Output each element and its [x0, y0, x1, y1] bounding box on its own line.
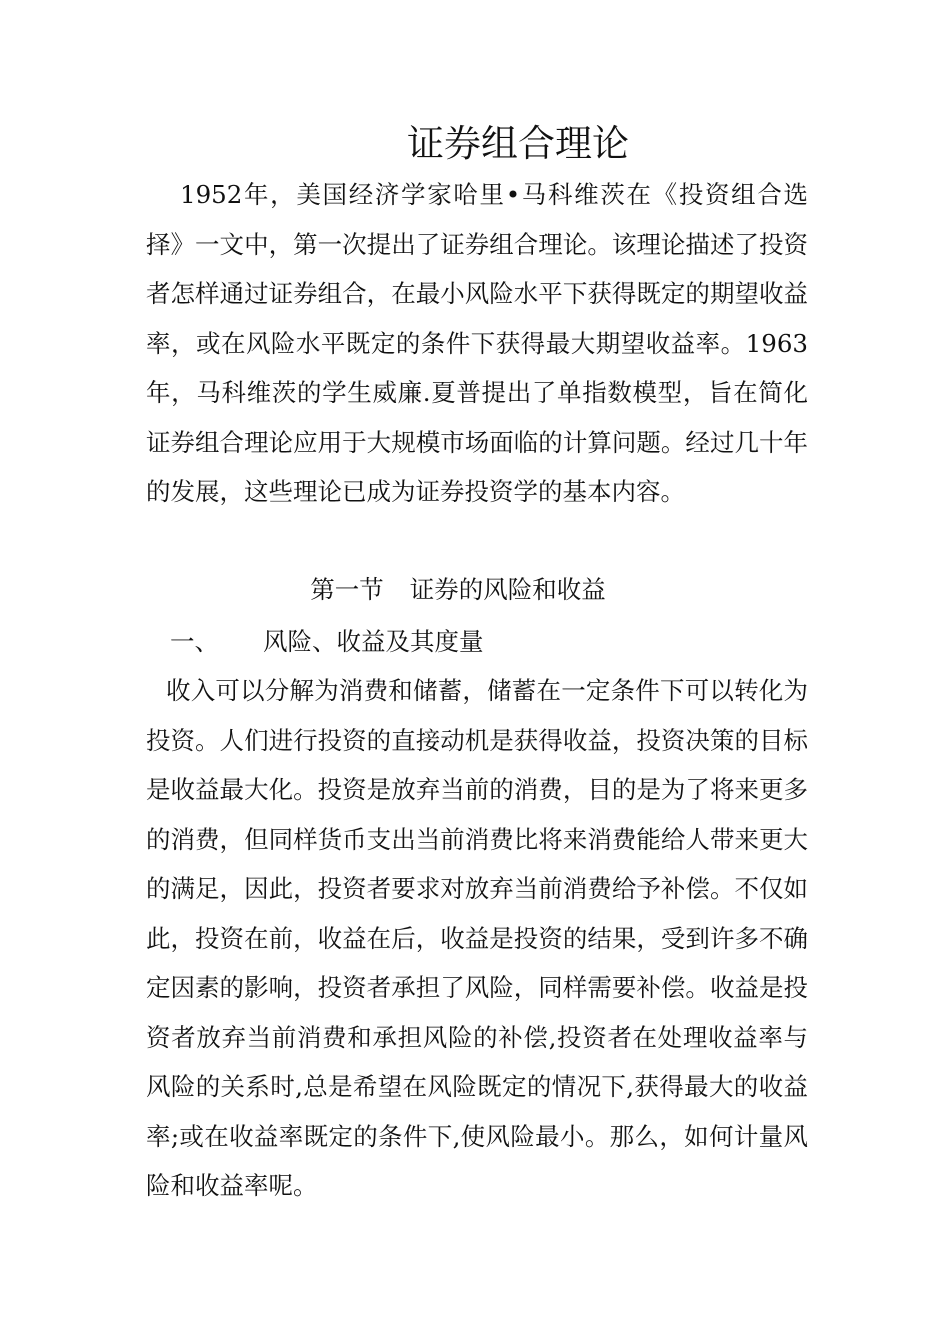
intro-paragraph: 1952年，美国经济学家哈里•马科维茨在《投资组合选择》一文中，第一次提出了证券组合理论。该理论描述了投资者怎样通过证券组合，在最小风险水平下获得既定的期望收益率，或在风险水平既定的条件下获得最大期望收益率。1963年，马科维茨的学生威廉.夏普提出了单指数模型，旨在简化证券组合理论应用于大规模市场面临的计算问题。经过几十年的发展，这些理论已成为证券投资学的基本内容。 — [146, 180, 808, 506]
section-title: 证券的风险和收益 — [409, 575, 606, 604]
subsection-number: 一、 — [170, 627, 219, 656]
section-heading — [0, 568, 916, 612]
body-paragraph: 收入可以分解为消费和储蓄，储蓄在一定条件下可以转化为投资。人们进行投资的直接动机是获得收益，投资决策的目标是收益最大化。投资是放弃当前的消费，目的是为了将来更多的消费，但同样货币支出当前消费比将来消费能给人带来更大的满足，因此，投资者要求对放弃当前消费给予补偿。不仅如此，投资在前，收益在后，收益是投资的结果，受到许多不确定因素的影响，投资者承担了风险，同样需要补偿。收益是投资者放弃当前消费和承担风险的补偿,投资者在处理收益率与风险的关系时,总是希望在风险既定的情况下,获得最大的收益率;或在收益率既定的条件下,使风险最小。那么，如何计量风险和收益率呢。 — [146, 676, 808, 1200]
subsection-title: 风险、收益及其度量 — [263, 627, 484, 656]
subsection-heading — [170, 620, 484, 664]
document-title: 证券组合理论 — [407, 122, 629, 165]
section-number: 第一节 — [310, 575, 384, 604]
